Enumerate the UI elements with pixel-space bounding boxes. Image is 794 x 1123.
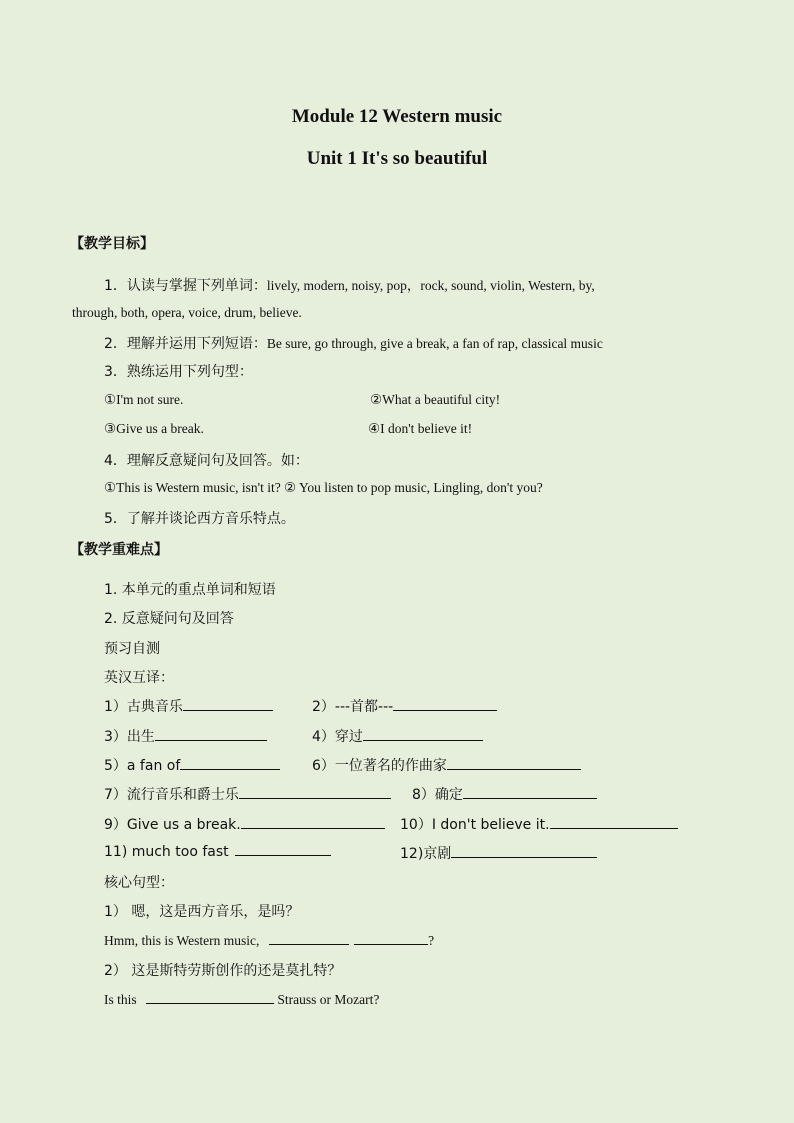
preview-label: 预习自测 xyxy=(104,641,160,657)
core-sentence-1-en xyxy=(104,932,434,949)
objective-2-phrases: Be sure, go through, give a break, a fan of rap, classical music xyxy=(266,336,603,351)
exercise-8 xyxy=(412,784,597,804)
objective-4-example: ①This is Western music, isn't it? ② You listen to pop music, Lingling, don't you? xyxy=(104,480,543,495)
exercise-8-prompt: 8）确定 xyxy=(412,787,463,803)
exercise-1 xyxy=(104,696,273,716)
exercise-10 xyxy=(400,814,678,834)
answer-blank-8[interactable] xyxy=(463,786,597,799)
objective-1-words: lively, modern, noisy, pop，rock, sound, violin, Western, by, xyxy=(266,278,595,293)
keypoint-2: 2. 反意疑问句及回答 xyxy=(104,611,234,627)
exercise-11-prompt: 11) much too fast xyxy=(104,844,229,860)
core-sentence-1: 1） 嗯，这是西方音乐，是吗？ xyxy=(104,904,300,920)
objective-1-cn: 1．认读与掌握下列单词： xyxy=(104,278,267,294)
exercise-7 xyxy=(104,784,391,804)
answer-blank-10[interactable] xyxy=(550,816,678,829)
answer-blank-3[interactable] xyxy=(155,728,267,741)
core-2-stem: Is this xyxy=(104,992,137,1007)
unit-title: Unit 1 It's so beautiful xyxy=(306,148,488,169)
core-2-blank[interactable] xyxy=(146,991,274,1004)
core-sentence-2-en xyxy=(104,991,379,1008)
exercise-2-prompt: 2）---首都--- xyxy=(312,699,394,715)
sentence-1: ①I'm not sure. xyxy=(104,392,184,407)
exercise-2 xyxy=(312,696,497,716)
exercise-10-prompt: 10）I don't believe it. xyxy=(400,817,550,833)
exercise-3-prompt: 3）出生 xyxy=(104,729,155,745)
answer-blank-4[interactable] xyxy=(363,728,483,741)
answer-blank-6[interactable] xyxy=(447,757,581,770)
translate-label: 英汉互译： xyxy=(104,670,174,686)
objective-1 xyxy=(104,274,595,295)
module-title: Module 12 Western music xyxy=(291,106,503,127)
answer-blank-12[interactable] xyxy=(451,845,597,858)
core-1-blank-b[interactable] xyxy=(354,932,428,945)
sentence-3: ③Give us a break. xyxy=(104,421,204,436)
exercise-11 xyxy=(104,843,331,860)
objective-4: 4．理解反意疑问句及回答。如： xyxy=(104,453,309,469)
exercise-6-prompt: 6）一位著名的作曲家 xyxy=(312,758,447,774)
exercise-4-prompt: 4）穿过 xyxy=(312,729,363,745)
exercise-9-prompt: 9）Give us a break. xyxy=(104,817,241,833)
core-sentences-label: 核心句型： xyxy=(104,875,174,891)
core-sentence-2: 2） 这是斯特劳斯创作的还是莫扎特？ xyxy=(104,963,342,979)
answer-blank-5[interactable] xyxy=(180,757,280,770)
keypoints-heading: 【教学重难点】 xyxy=(70,542,168,558)
answer-blank-11[interactable] xyxy=(235,843,331,856)
sentence-4: ④I don't believe it! xyxy=(368,421,473,436)
exercise-5-prompt: 5）a fan of xyxy=(104,758,181,774)
exercise-6 xyxy=(312,755,581,775)
exercise-1-prompt: 1）古典音乐 xyxy=(104,699,183,715)
exercise-5 xyxy=(104,755,280,775)
exercise-12 xyxy=(400,843,597,863)
exercise-12-prompt: 12)京剧 xyxy=(400,846,452,862)
answer-blank-2[interactable] xyxy=(393,698,497,711)
core-1-stem: Hmm, this is Western music, xyxy=(104,933,260,948)
exercise-4 xyxy=(312,726,483,746)
objectives-heading: 【教学目标】 xyxy=(70,236,154,252)
core-1-blank-a[interactable] xyxy=(269,932,349,945)
sentence-2: ②What a beautiful city! xyxy=(370,392,501,407)
objective-2 xyxy=(104,333,603,353)
objective-1-continued: through, both, opera, voice, drum, believe. xyxy=(72,305,302,320)
objective-5: 5．了解并谈论西方音乐特点。 xyxy=(104,511,295,527)
objective-2-cn: 2．理解并运用下列短语： xyxy=(104,336,267,352)
core-1-end: ? xyxy=(428,933,435,948)
exercise-9 xyxy=(104,814,385,834)
answer-blank-1[interactable] xyxy=(183,698,273,711)
keypoint-1: 1. 本单元的重点单词和短语 xyxy=(104,582,276,598)
objective-3: 3．熟练运用下列句型： xyxy=(104,364,253,380)
exercise-3 xyxy=(104,726,267,746)
answer-blank-7[interactable] xyxy=(239,786,391,799)
core-2-end: Strauss or Mozart? xyxy=(277,992,380,1007)
answer-blank-9[interactable] xyxy=(241,816,385,829)
exercise-7-prompt: 7）流行音乐和爵士乐 xyxy=(104,787,239,803)
